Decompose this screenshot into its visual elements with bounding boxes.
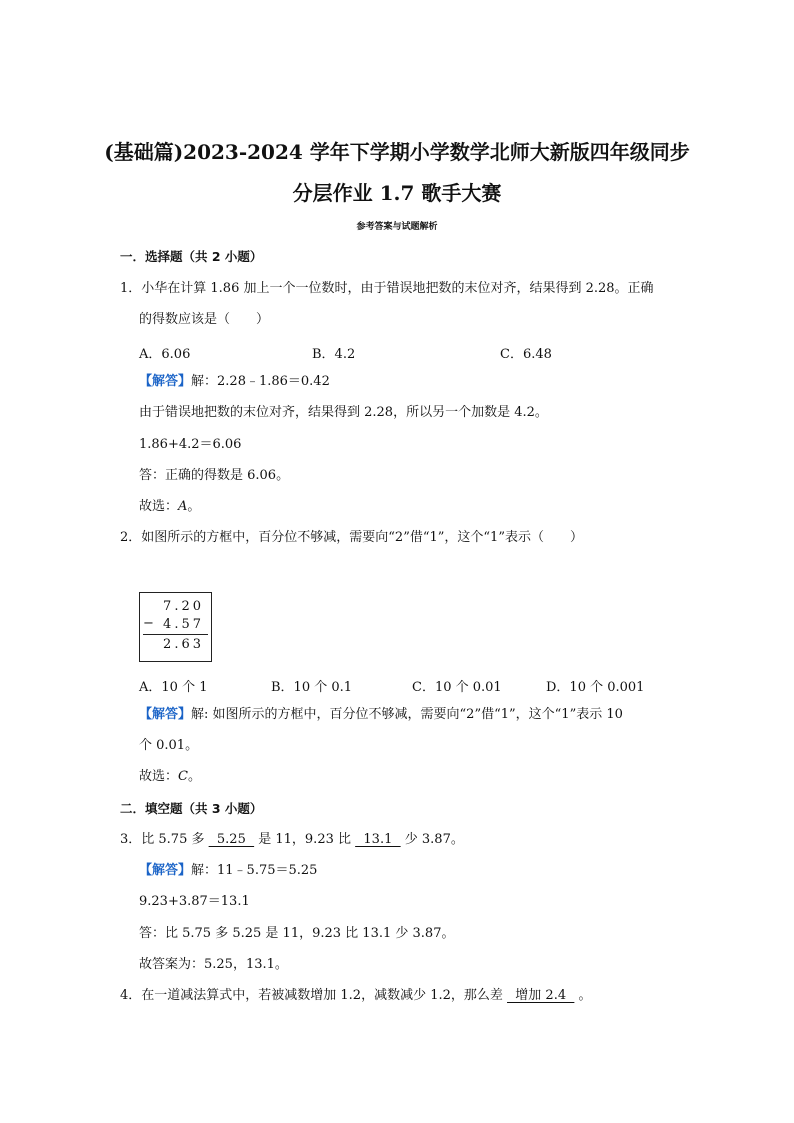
figure-minus-sign: −	[143, 616, 154, 631]
document-title-line1: (基础篇)2023-2024 学年下学期小学数学北师大新版四年级同步	[104, 140, 690, 164]
answer-tag: 【解答】	[139, 707, 192, 722]
q1-solution-line3: 1.86+4.2＝6.06	[139, 437, 242, 452]
final-answer-prefix: 故选：	[139, 499, 179, 514]
q2-option-a: A．10 个 1	[139, 680, 208, 695]
q3-final-answer: 故答案为：5.25，13.1。	[139, 957, 288, 972]
final-answer-suffix: 。	[187, 499, 201, 514]
q2-solution-line2: 个 0.01。	[139, 738, 199, 753]
section-heading-choice: 一．选择题（共 2 小题）	[120, 249, 263, 264]
figure-minuend: 7.20	[163, 599, 204, 614]
q4-stem-part1: 4．在一道减法算式中，若被减数增加 1.2，减数减少 1.2，那么差	[120, 988, 508, 1003]
final-answer-prefix: 故选：	[139, 769, 179, 784]
q4-stem	[120, 988, 592, 1004]
q2-solution-text: 解: 如图所示的方框中，百分位不够减，需要向“2”借“1”，这个“1”表示 10	[191, 707, 623, 722]
q3-solution-line1	[139, 863, 317, 879]
q1-solution-text: 解：2.28﹣1.86＝0.42	[191, 374, 330, 389]
q3-solution-line2: 9.23+3.87＝13.1	[139, 894, 250, 909]
q4-stem-part2: 。	[574, 988, 592, 1003]
q2-stem: 2．如图所示的方框中，百分位不够减，需要向“2”借“1”，这个“1”表示（ ）	[120, 530, 583, 545]
q1-option-c: C．6.48	[500, 347, 552, 362]
q3-stem-part1: 3．比 5.75 多	[120, 832, 209, 847]
q2-solution-line1	[139, 707, 623, 723]
q1-stem-line1: 1．小华在计算 1.86 加上一个一位数时，由于错误地把数的末位对齐，结果得到 2.28。正确	[120, 281, 654, 296]
section-heading-fill: 二．填空题（共 3 小题）	[120, 801, 263, 816]
q3-blank-answer1: 5.25	[208, 832, 255, 847]
figure-subtrahend: 4.57	[163, 617, 204, 632]
q3-stem-part2: 是 11，9.23 比	[254, 832, 356, 847]
q1-solution-line4: 答：正确的得数是 6.06。	[139, 468, 290, 483]
q4-blank-answer: 增加 2.4	[507, 988, 575, 1003]
answer-tag: 【解答】	[139, 863, 192, 878]
q3-stem	[120, 832, 464, 848]
final-answer-suffix: 。	[187, 769, 201, 784]
q2-final-answer	[139, 769, 201, 785]
document-subtitle: 参考答案与试题解析	[356, 222, 438, 232]
q1-option-a: A．6.06	[139, 347, 191, 362]
q1-solution-line2: 由于错误地把数的末位对齐，结果得到 2.28，所以另一个加数是 4.2。	[139, 405, 548, 420]
q3-blank-answer2: 13.1	[355, 832, 401, 847]
q1-option-b: B．4.2	[312, 347, 356, 362]
q1-stem-line2: 的得数应该是（ ）	[139, 312, 270, 327]
answer-tag: 【解答】	[139, 374, 192, 389]
q3-stem-part3: 少 3.87。	[400, 832, 464, 847]
q1-final-answer	[139, 499, 200, 515]
q1-solution-line1	[139, 374, 330, 390]
figure-divider-line	[143, 634, 208, 635]
final-answer-choice: C	[178, 769, 188, 784]
document-title-line2: 分层作业 1.7 歌手大赛	[292, 181, 502, 205]
q2-option-c: C．10 个 0.01	[412, 680, 502, 695]
figure-difference: 2.63	[163, 637, 204, 652]
final-answer-choice: A	[178, 499, 188, 514]
subtraction-figure	[139, 592, 212, 662]
q2-option-d: D．10 个 0.001	[546, 680, 645, 695]
q3-solution-text: 解：11﹣5.75＝5.25	[191, 863, 318, 878]
q2-option-b: B．10 个 0.1	[271, 680, 353, 695]
q3-solution-line3: 答：比 5.75 多 5.25 是 11，9.23 比 13.1 少 3.87。	[139, 926, 455, 941]
